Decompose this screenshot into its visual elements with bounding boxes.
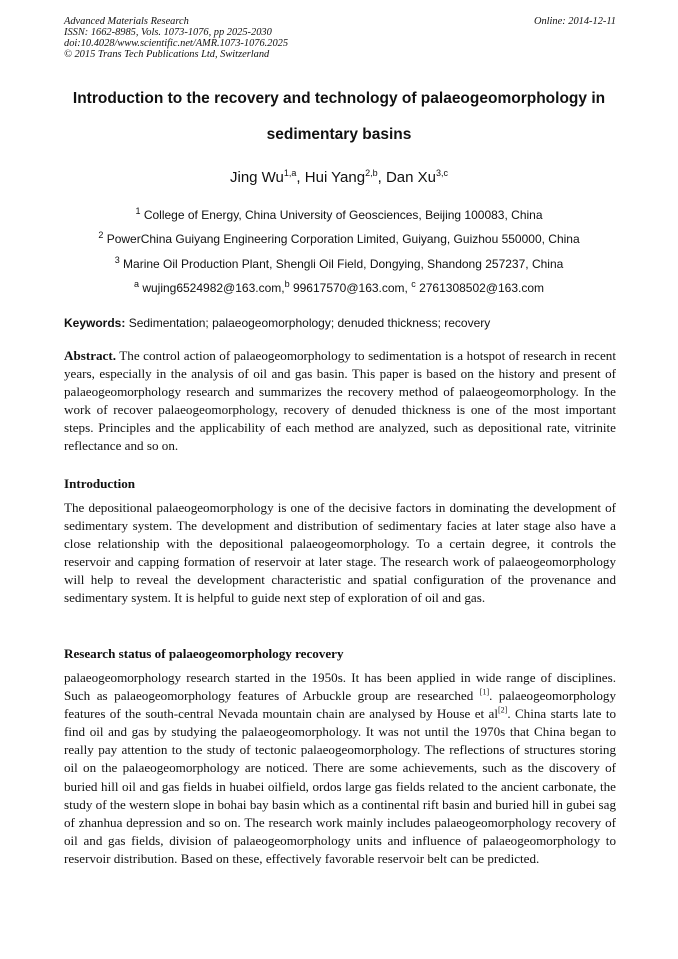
author-superscript: 2,b: [365, 168, 378, 178]
affiliation-text: Marine Oil Production Plant, Shengli Oil Field, Dongying, Shandong 257237, China: [119, 257, 564, 271]
email-a: wujing6524982@163.com,: [138, 281, 285, 295]
online-date: Online: 2014-12-11: [533, 16, 616, 27]
author-name: Hui Yang: [304, 169, 366, 186]
affiliation-1: [40, 204, 638, 222]
journal-header: [64, 16, 616, 60]
paper-title-line-1: Introduction to the recovery and technology of palaeogeomorphology in: [72, 90, 606, 107]
email-superscript: a: [133, 279, 139, 289]
abstract-text: The control action of palaeogeomorphology to sedimentation is a hotspot of research in recent years, especially in the analysis of oil and gas basin. This paper is based on the history and present of palaeogeomorphology research and summarizes the recovery method of palaeogeomorphology. In the work of recover palaeogeomorphology, recovery of denuded thickness is one of the most important steps. Principles and the applicability of each method are analyzed, such as depositional rate, vitrinite reflectance and so on.: [64, 348, 616, 454]
author-separator: ,: [377, 169, 386, 186]
citation-ref: [1]: [479, 687, 490, 697]
email-line: [40, 277, 638, 295]
research-status-heading: Research status of palaeogeomorphology recovery: [64, 646, 344, 661]
author-name: Jing Wu: [229, 169, 284, 186]
affiliation-text: College of Energy, China University of Geosciences, Beijing 100083, China: [140, 208, 543, 222]
research-text-3: . China starts late to find oil and gas by studying the palaeogeomorphology. It was not until the 1970s that China began to really pay attention to the study of tectonic palaeogeomorphology. The reflections of structures storing oil on the palaeogeomorphology are noticed. There are some achievements, such as the discovery of buried hill oil and gas fields in huabei oilfield, ordos large gas fields related to the ancient carbonate, the study of the western slope in bohai bay basin which as a continental rift basin and buried hill in gubei sag of zhanhua depression and so on. The research work mainly includes palaeogeomorphology recovery of oil and gas fields, division of palaeogeomorphology units and influence of palaeogeomorphology to reservoir distribution. Based on these, effectively favorable reservoir belt can be predicted.: [64, 706, 616, 866]
paper-title-line-2: sedimentary basins: [266, 126, 412, 143]
research-text-1: palaeogeomorphology research started in the 1950s. It has been applied in wide range of disciplines. Such as palaeogeomorphology features of Arbuckle group are researched: [64, 670, 616, 704]
research-text-2: . palaeogeomorphology features of the south-central Nevada mountain chain are analysed by House et al: [64, 688, 616, 722]
issn-line: ISSN: 1662-8985, Vols. 1073-1076, pp 2025-2030: [64, 27, 272, 38]
abstract-label: Abstract.: [64, 348, 116, 363]
affiliation-number: 2: [98, 230, 104, 240]
keywords-label: Keywords:: [64, 316, 126, 330]
journal-name: Advanced Materials Research: [64, 16, 189, 27]
introduction-heading: Introduction: [64, 476, 136, 491]
email-superscript: b: [284, 279, 290, 289]
copyright-line: © 2015 Trans Tech Publications Ltd, Switzerland: [64, 49, 270, 60]
author-superscript: 1,a: [283, 168, 297, 178]
affiliation-3: [40, 253, 638, 271]
author-separator: ,: [296, 169, 305, 186]
research-status-paragraph: [64, 669, 616, 868]
email-c: 2761308502@163.com: [415, 281, 545, 295]
affiliation-text: PowerChina Guiyang Engineering Corporation Limited, Guiyang, Guizhou 550000, China: [103, 232, 580, 246]
author-list: [40, 168, 638, 186]
doi-line: doi:10.4028/www.scientific.net/AMR.1073-1076.2025: [64, 38, 289, 49]
keywords: [64, 316, 616, 330]
introduction-paragraph: The depositional palaeogeomorphology is one of the decisive factors in dominating the development of sedimentary system. The development and distribution of sedimentary facies at later stage also have a close relationship with the depositional palaeogeomorphology. To a certain degree, it controls the reservoir and capping formation of reservoir at later stage. The research work of palaeogeomorphology will help to reveal the development characteristic and spatial configuration of the provenance and sedimentary system. It is helpful to guide next step of exploration of oil and gas.: [64, 500, 616, 606]
affiliation-number: 3: [114, 255, 120, 265]
email-b: 99617570@163.com,: [289, 281, 412, 295]
affiliation-2: [40, 228, 638, 246]
author-name: Dan Xu: [385, 169, 436, 186]
keywords-text: Sedimentation; palaeogeomorphology; denuded thickness; recovery: [125, 316, 491, 330]
author-superscript: 3,c: [436, 168, 449, 178]
abstract-paragraph: [64, 347, 616, 456]
affiliation-number: 1: [135, 206, 141, 216]
citation-ref: [2]: [497, 705, 508, 715]
email-superscript: c: [411, 279, 416, 289]
